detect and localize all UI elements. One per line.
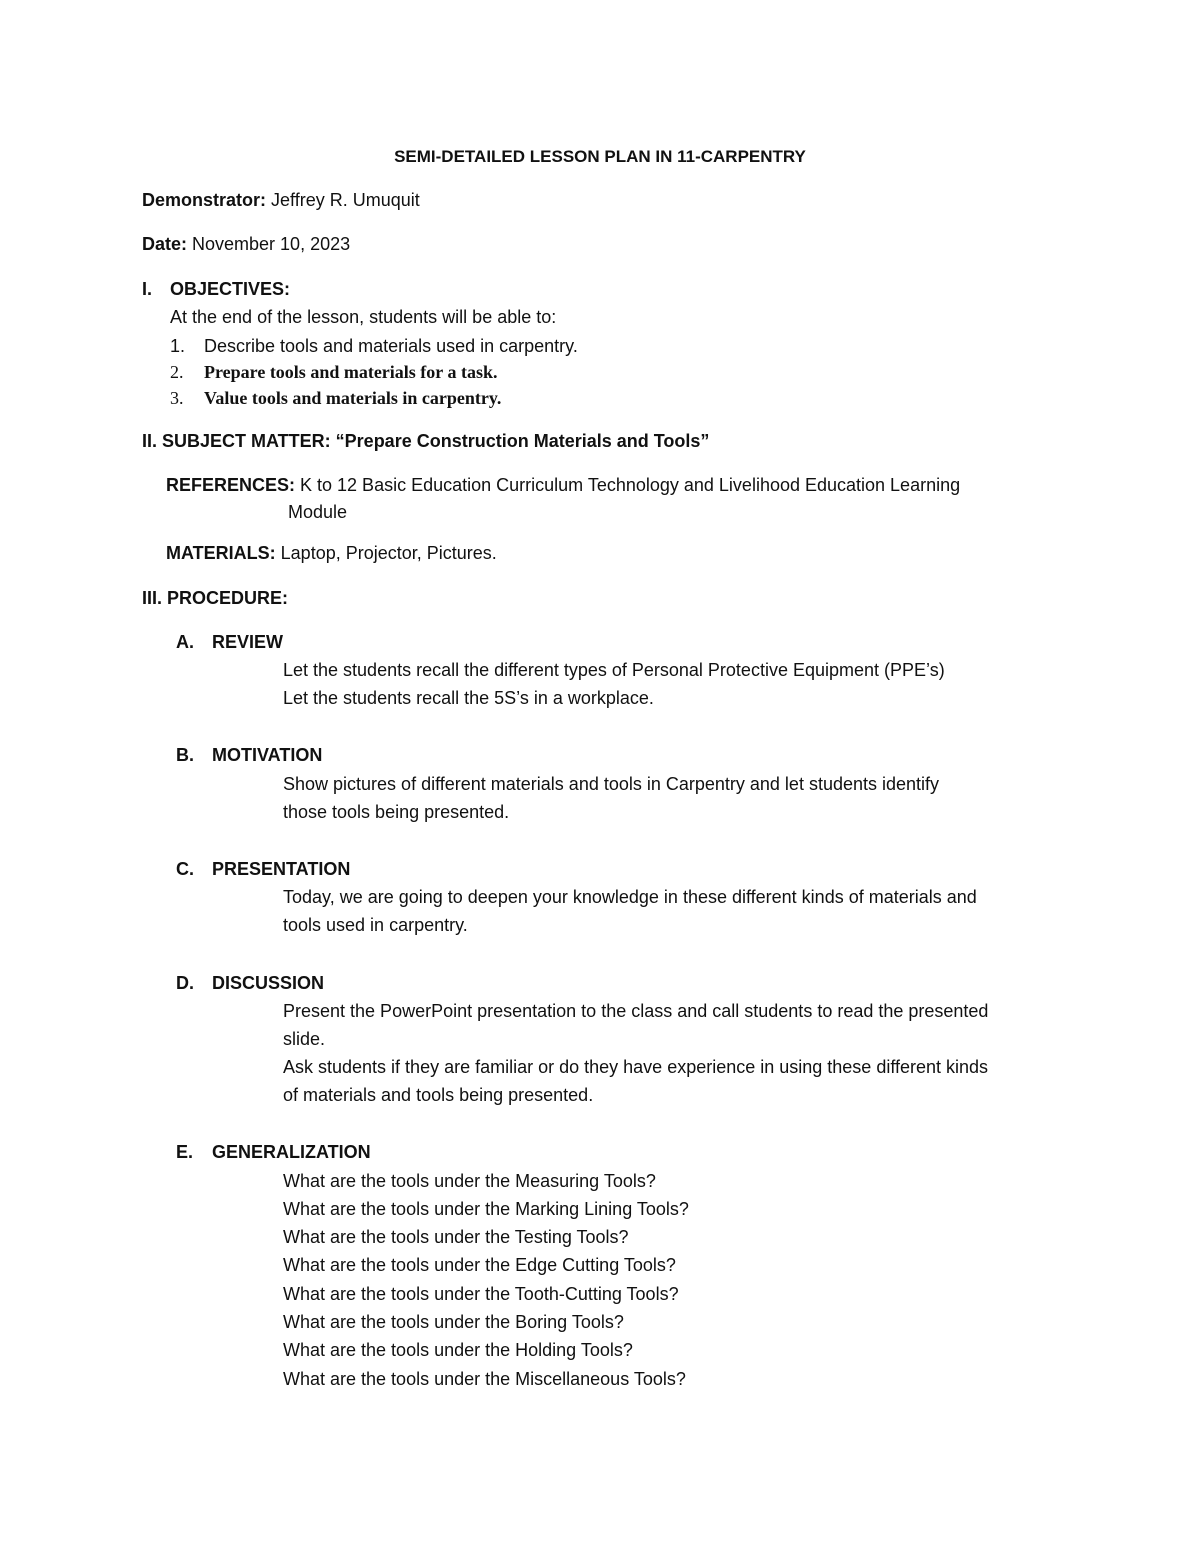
section-line: What are the tools under the Marking Lining Tools? <box>283 1199 689 1219</box>
section-line: Let the students recall the 5S’s in a workplace. <box>283 688 654 708</box>
section-line: What are the tools under the Miscellaneous Tools? <box>283 1369 686 1389</box>
section-line: Ask students if they are familiar or do they have experience in using these different kinds <box>283 1057 989 1077</box>
section-line: Let the students recall the different types of Personal Protective Equipment (PPE’s) <box>283 660 945 680</box>
objective-number: 2. <box>170 362 184 382</box>
references-label: REFERENCES: <box>166 475 296 495</box>
section-line: What are the tools under the Measuring Tools? <box>283 1171 656 1191</box>
section-heading-motivation: MOTIVATION <box>212 745 323 765</box>
materials-line <box>166 542 497 564</box>
objectives-heading: OBJECTIVES: <box>170 279 291 299</box>
section-letter: E. <box>176 1142 194 1162</box>
section-line: Show pictures of different materials and tools in Carpentry and let students identify <box>283 774 940 794</box>
demonstrator-line <box>142 189 420 211</box>
document-title: SEMI-DETAILED LESSON PLAN IN 11-CARPENTRY <box>394 147 806 166</box>
date-label: Date: <box>142 234 188 254</box>
section-letter: D. <box>176 973 194 993</box>
objective-item: Describe tools and materials used in carpentry. <box>204 336 578 356</box>
date-value: November 10, 2023 <box>187 234 351 254</box>
references-value: K to 12 Basic Education Curriculum Technology and Livelihood Education Learning <box>295 475 961 495</box>
objectives-intro: At the end of the lesson, students will be able to: <box>170 307 557 327</box>
section-heading-generalization: GENERALIZATION <box>212 1142 371 1162</box>
section-line: What are the tools under the Testing Tools? <box>283 1227 629 1247</box>
section-line: those tools being presented. <box>283 802 510 822</box>
section-letter: A. <box>176 632 194 652</box>
procedure-heading: III. PROCEDURE: <box>142 588 289 608</box>
section-letter: C. <box>176 859 194 879</box>
section-heading-presentation: PRESENTATION <box>212 859 351 879</box>
section-line: What are the tools under the Tooth-Cutting Tools? <box>283 1284 679 1304</box>
materials-label: MATERIALS: <box>166 543 276 563</box>
section-line: slide. <box>283 1029 326 1049</box>
section-line: What are the tools under the Holding Tools? <box>283 1340 633 1360</box>
objective-number: 1. <box>170 336 186 356</box>
demonstrator-label: Demonstrator: <box>142 190 267 210</box>
objective-item: Value tools and materials in carpentry. <box>204 388 502 408</box>
section-line: Today, we are going to deepen your knowledge in these different kinds of materials and <box>283 887 977 907</box>
section-letter: B. <box>176 745 194 765</box>
section-line: of materials and tools being presented. <box>283 1085 594 1105</box>
objective-item: Prepare tools and materials for a task. <box>204 362 498 382</box>
references-continuation: Module <box>288 502 348 522</box>
section-line: What are the tools under the Boring Tools? <box>283 1312 624 1332</box>
demonstrator-value: Jeffrey R. Umuquit <box>266 190 420 210</box>
section-line: Present the PowerPoint presentation to the class and call students to read the presented <box>283 1001 989 1021</box>
section-line: tools used in carpentry. <box>283 915 468 935</box>
objectives-numeral: I. <box>142 279 153 299</box>
section-heading-review: REVIEW <box>212 632 284 652</box>
date-line <box>142 233 350 255</box>
materials-value: Laptop, Projector, Pictures. <box>275 543 497 563</box>
subject-matter-heading: II. SUBJECT MATTER: “Prepare Construction Materials and Tools” <box>142 431 710 451</box>
section-line: What are the tools under the Edge Cutting Tools? <box>283 1255 676 1275</box>
section-heading-discussion: DISCUSSION <box>212 973 325 993</box>
references-line <box>166 474 960 496</box>
objective-number: 3. <box>170 388 184 408</box>
